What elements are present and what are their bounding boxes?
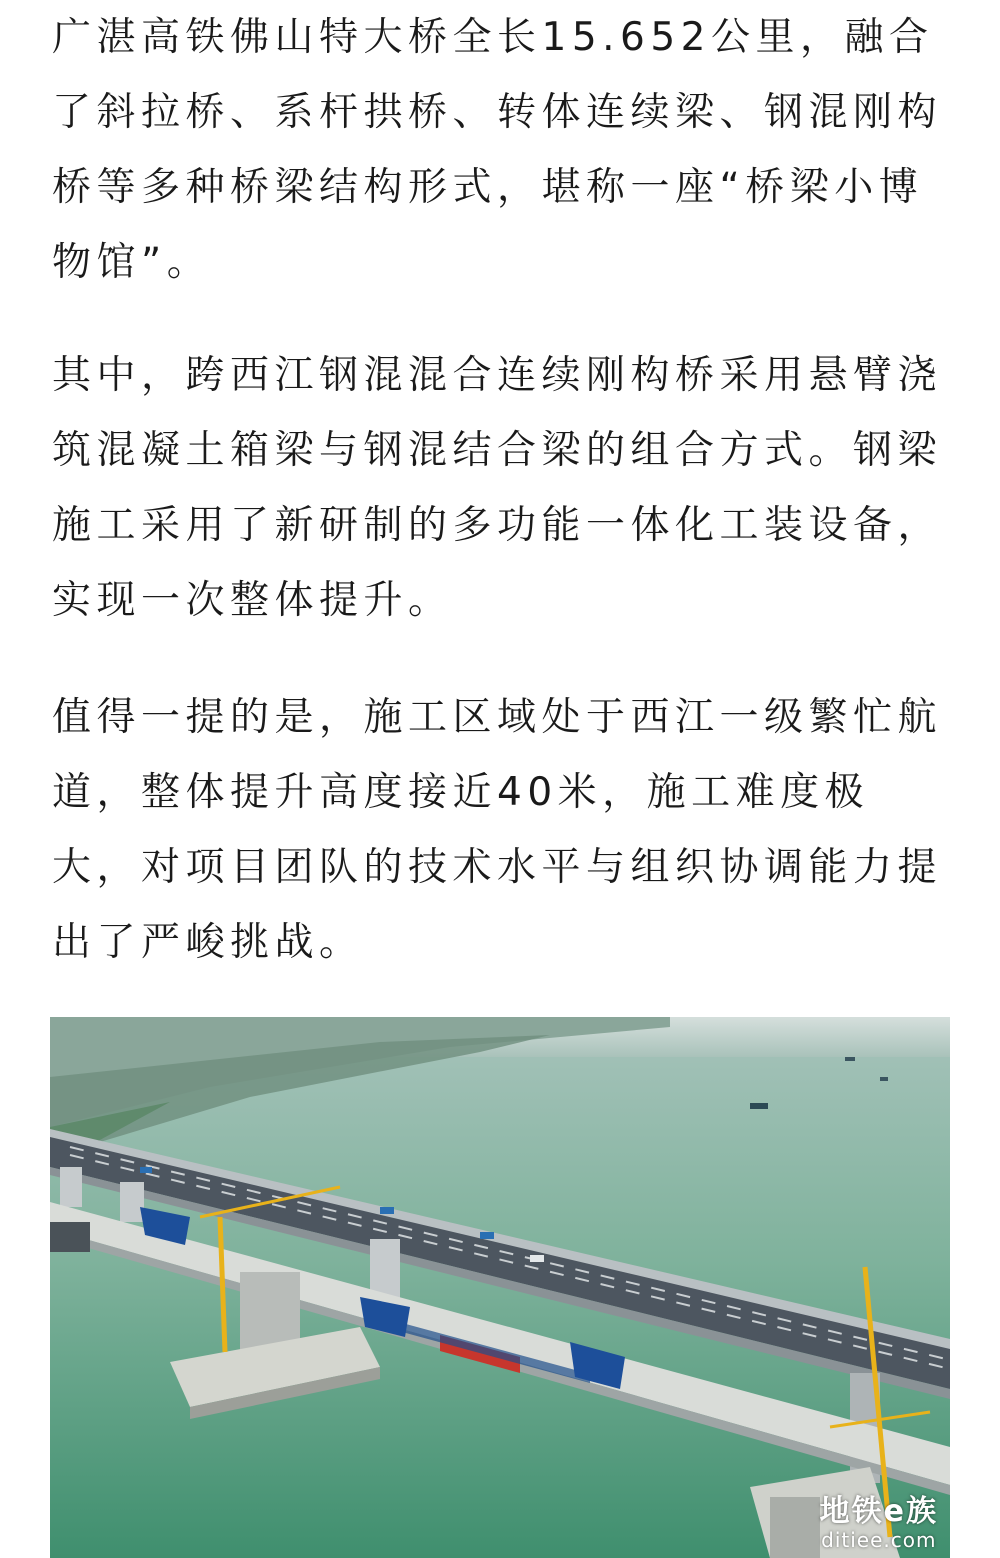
text-line: 实现一次整体提升。 — [52, 578, 453, 623]
text-line: 出了严峻挑战。 — [52, 920, 364, 965]
text-line: 其中，跨西江钢混混合连续刚构桥采用悬臂浇 — [52, 353, 943, 398]
text-line: 广湛高铁佛山特大桥全长15.652公里，融合 — [52, 15, 934, 60]
text-line: 物馆”。 — [52, 240, 212, 285]
text-line: 桥等多种桥梁结构形式，堪称一座“桥梁小博 — [52, 165, 924, 210]
watermark-logo-text: 地铁e族 — [819, 1494, 938, 1529]
text-line: 大，对项目团队的技术水平与组织协调能力提 — [52, 845, 943, 890]
watermark-url: ditiee.com — [821, 1528, 937, 1552]
bridge-construction-photo — [50, 1017, 950, 1558]
paragraph-1 — [52, 0, 948, 300]
watermark — [820, 1486, 938, 1552]
text-line: 了斜拉桥、系杆拱桥、转体连续梁、钢混刚构 — [52, 90, 943, 135]
text-line: 施工采用了新研制的多功能一体化工装设备， — [52, 503, 943, 548]
bridge-illustration — [50, 1017, 950, 1558]
paragraph-2 — [52, 338, 948, 638]
paragraph-3 — [52, 680, 948, 980]
text-line: 值得一提的是，施工区域处于西江一级繁忙航 — [52, 695, 943, 740]
text-line: 道，整体提升高度接近40米，施工难度极 — [52, 770, 870, 815]
text-line: 筑混凝土箱梁与钢混结合梁的组合方式。钢梁 — [52, 428, 943, 473]
